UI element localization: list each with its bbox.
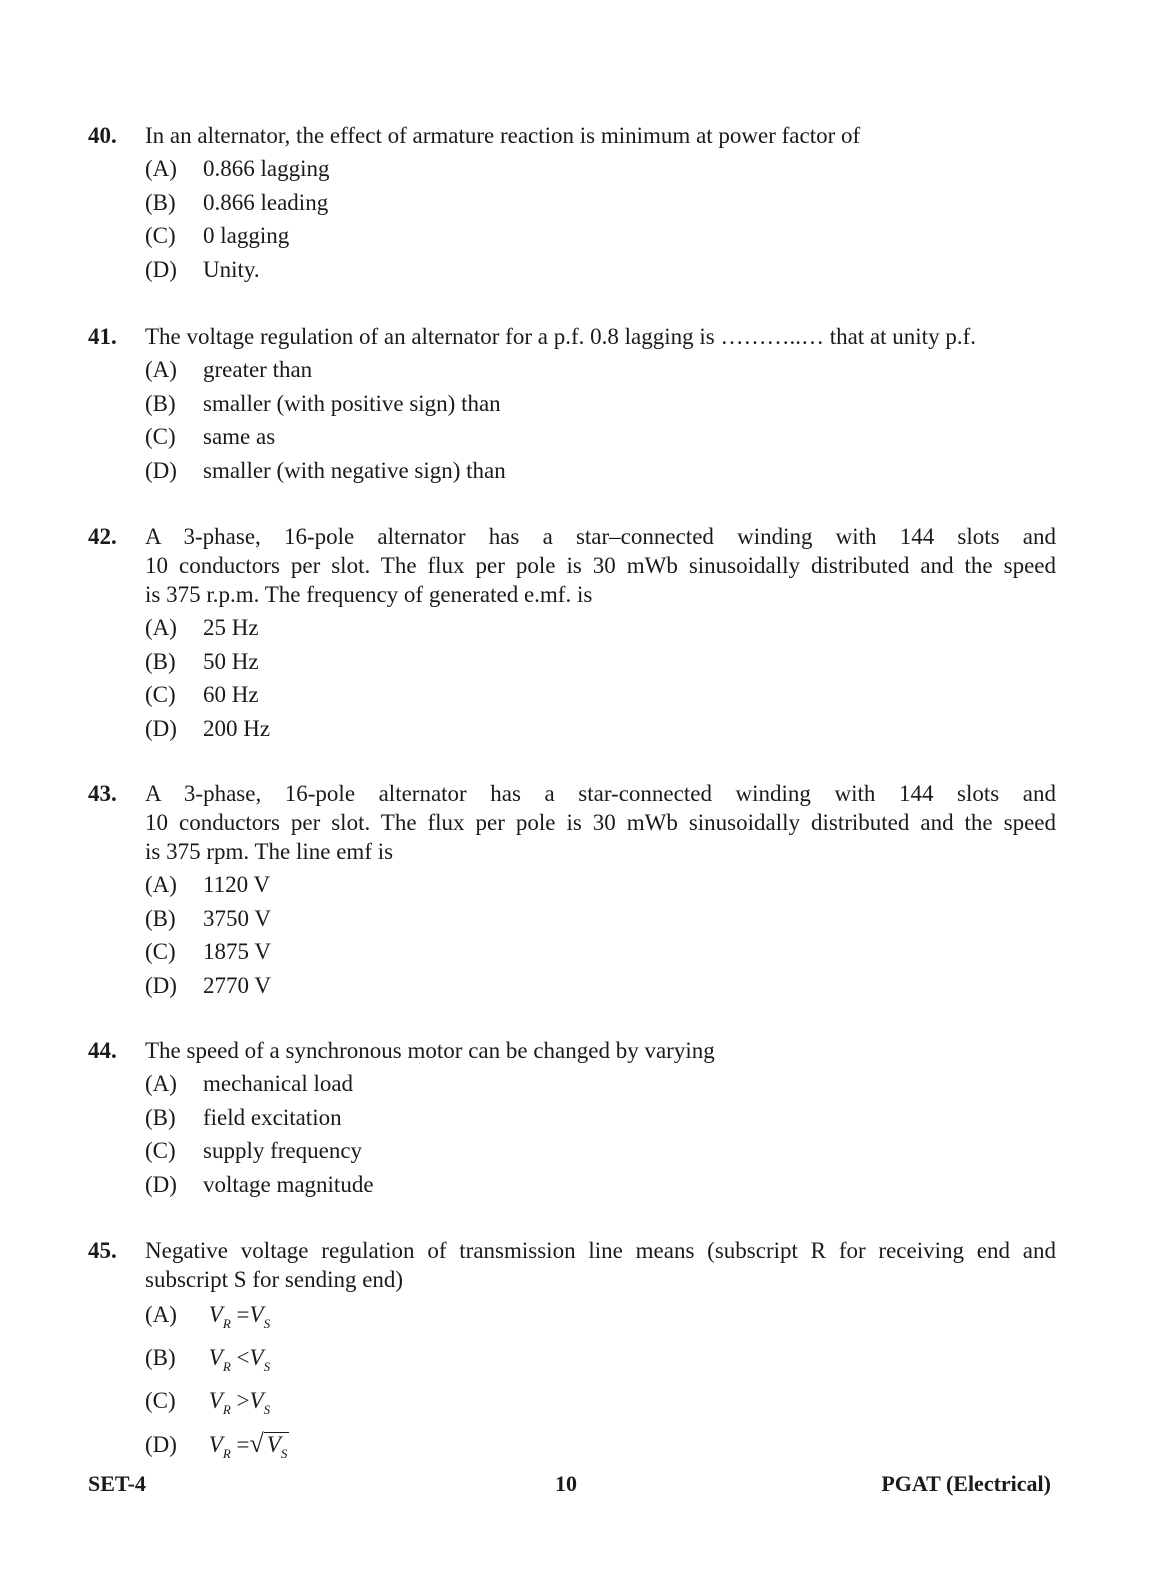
option-label: (A) xyxy=(145,357,177,382)
question-line: A 3-phase, 16-pole alternator has a star-connected winding with 144 slots and xyxy=(145,781,1056,806)
option-c xyxy=(145,680,1056,714)
option-b xyxy=(145,647,1056,681)
option-c xyxy=(145,937,1056,971)
question-42 xyxy=(88,522,1056,747)
question-number: 42. xyxy=(88,524,117,549)
question-number: 45. xyxy=(88,1238,117,1263)
formula-operator: = xyxy=(236,1432,250,1457)
option-formula xyxy=(208,1345,271,1374)
option-c xyxy=(145,1386,1056,1429)
formula-rhs: V xyxy=(249,1345,264,1370)
option-label: (A) xyxy=(145,1071,177,1096)
option-b xyxy=(145,1103,1056,1137)
question-line: In an alternator, the effect of armature reaction is minimum at power factor of xyxy=(145,123,861,148)
option-b xyxy=(145,904,1056,938)
formula-lhs: V xyxy=(208,1302,223,1327)
option-formula xyxy=(208,1429,290,1461)
options-list xyxy=(145,613,1056,747)
option-text: 3750 V xyxy=(203,905,271,931)
question-text xyxy=(145,322,1056,351)
page-number: 10 xyxy=(555,1471,577,1496)
option-formula xyxy=(208,1302,271,1331)
question-line: A 3-phase, 16-pole alternator has a star–connected winding with 144 slots and xyxy=(145,524,1056,549)
options-list xyxy=(145,870,1056,1004)
option-text: smaller (with negative sign) than xyxy=(203,457,506,483)
formula-operator: > xyxy=(236,1388,250,1413)
option-text: 25 Hz xyxy=(203,615,259,640)
options-list xyxy=(145,1300,1056,1472)
question-line: is 375 rpm. The line emf is xyxy=(145,839,394,864)
question-44 xyxy=(88,1036,1056,1203)
option-text: Unity. xyxy=(203,256,260,282)
option-label: (C) xyxy=(145,939,176,964)
question-number: 40. xyxy=(88,123,117,148)
formula-lhs-subscript: R xyxy=(222,1316,231,1331)
option-text: 50 Hz xyxy=(203,648,259,674)
option-label: (C) xyxy=(145,682,176,707)
option-text: 60 Hz xyxy=(203,682,259,707)
formula-rhs: V xyxy=(266,1432,281,1457)
option-formula xyxy=(208,1388,271,1417)
question-text xyxy=(145,779,1056,866)
option-text: 1120 V xyxy=(203,872,271,897)
option-text: 2770 V xyxy=(203,972,271,998)
formula-rhs-subscript: S xyxy=(263,1316,271,1331)
question-line: The speed of a synchronous motor can be changed by varying xyxy=(145,1038,715,1063)
footer-exam-title: PGAT (Electrical) xyxy=(881,1471,1051,1496)
formula-lhs: V xyxy=(208,1432,223,1457)
question-45 xyxy=(88,1236,1056,1472)
square-root-icon: √ xyxy=(249,1429,264,1458)
question-43 xyxy=(88,779,1056,1004)
question-number: 44. xyxy=(88,1038,117,1063)
option-d xyxy=(145,456,1056,490)
options-list xyxy=(145,154,1056,288)
formula-rhs: V xyxy=(249,1302,264,1327)
question-41 xyxy=(88,322,1056,489)
option-text: 0 lagging xyxy=(203,223,290,248)
option-a xyxy=(145,154,1056,188)
question-40 xyxy=(88,121,1056,288)
option-text: 0.866 lagging xyxy=(203,156,330,181)
option-d xyxy=(145,971,1056,1005)
option-text: voltage magnitude xyxy=(203,1171,374,1197)
question-number: 41. xyxy=(88,324,117,349)
options-list xyxy=(145,355,1056,489)
formula-rhs: V xyxy=(249,1388,264,1413)
formula-rhs-subscript: S xyxy=(263,1359,271,1374)
option-d xyxy=(145,714,1056,748)
formula-lhs-subscript: R xyxy=(222,1359,231,1374)
option-text: 200 Hz xyxy=(203,715,271,741)
option-label: (B) xyxy=(145,648,176,674)
option-label: (A) xyxy=(145,1302,177,1327)
option-label: (D) xyxy=(145,1432,177,1457)
option-label: (D) xyxy=(145,715,177,741)
option-text: supply frequency xyxy=(203,1138,363,1163)
radicand xyxy=(264,1432,290,1466)
formula-lhs: V xyxy=(208,1345,223,1370)
option-label: (D) xyxy=(145,972,177,998)
formula-operator: = xyxy=(236,1302,250,1327)
option-text: 1875 V xyxy=(203,939,271,964)
option-text: same as xyxy=(203,424,276,449)
option-text: field excitation xyxy=(203,1104,342,1130)
option-d xyxy=(145,1429,1056,1472)
question-text xyxy=(145,121,1056,150)
question-number: 43. xyxy=(88,781,117,806)
question-text xyxy=(145,1036,1056,1065)
option-label: (A) xyxy=(145,872,177,897)
option-label: (B) xyxy=(145,905,176,931)
option-a xyxy=(145,355,1056,389)
option-text: 0.866 leading xyxy=(203,189,329,215)
option-label: (B) xyxy=(145,189,176,215)
question-text xyxy=(145,1236,1056,1294)
formula-operator: < xyxy=(236,1345,250,1370)
question-line: 10 conductors per slot. The flux per pole is 30 mWb sinusoidally distributed and the speed xyxy=(145,553,1056,578)
option-label: (C) xyxy=(145,1138,176,1163)
option-b xyxy=(145,389,1056,423)
page-footer xyxy=(88,1471,1051,1501)
option-b xyxy=(145,188,1056,222)
option-a xyxy=(145,1069,1056,1103)
option-label: (A) xyxy=(145,156,177,181)
option-label: (C) xyxy=(145,1388,176,1413)
question-line: subscript S for sending end) xyxy=(145,1267,404,1292)
formula-lhs-subscript: R xyxy=(222,1446,231,1461)
option-c xyxy=(145,221,1056,255)
question-line: 10 conductors per slot. The flux per pole is 30 mWb sinusoidally distributed and the speed xyxy=(145,810,1056,835)
option-text: smaller (with positive sign) than xyxy=(203,390,501,416)
question-line: Negative voltage regulation of transmission line means (subscript R for receiving end and xyxy=(145,1238,1056,1263)
option-d xyxy=(145,1170,1056,1204)
question-line: The voltage regulation of an alternator for a p.f. 0.8 lagging is ………..… that at unity p.f. xyxy=(145,324,976,349)
formula-lhs-subscript: R xyxy=(222,1402,231,1417)
option-text: mechanical load xyxy=(203,1071,354,1096)
option-label: (B) xyxy=(145,390,176,416)
option-label: (A) xyxy=(145,615,177,640)
options-list xyxy=(145,1069,1056,1203)
option-label: (C) xyxy=(145,223,176,248)
option-a xyxy=(145,870,1056,904)
footer-set-label: SET-4 xyxy=(88,1471,146,1496)
option-c xyxy=(145,1136,1056,1170)
question-line: is 375 r.p.m. The frequency of generated e.mf. is xyxy=(145,582,593,607)
option-a xyxy=(145,1300,1056,1343)
option-label: (D) xyxy=(145,256,177,282)
option-b xyxy=(145,1343,1056,1386)
option-text: greater than xyxy=(203,357,313,382)
option-label: (D) xyxy=(145,1171,177,1197)
formula-rhs-subscript: S xyxy=(280,1446,288,1461)
formula-lhs: V xyxy=(208,1388,223,1413)
option-c xyxy=(145,422,1056,456)
option-label: (B) xyxy=(145,1345,176,1370)
option-label: (B) xyxy=(145,1104,176,1130)
formula-rhs-subscript: S xyxy=(263,1402,271,1417)
option-label: (C) xyxy=(145,424,176,449)
option-d xyxy=(145,255,1056,289)
option-label: (D) xyxy=(145,457,177,483)
option-a xyxy=(145,613,1056,647)
question-text xyxy=(145,522,1056,609)
